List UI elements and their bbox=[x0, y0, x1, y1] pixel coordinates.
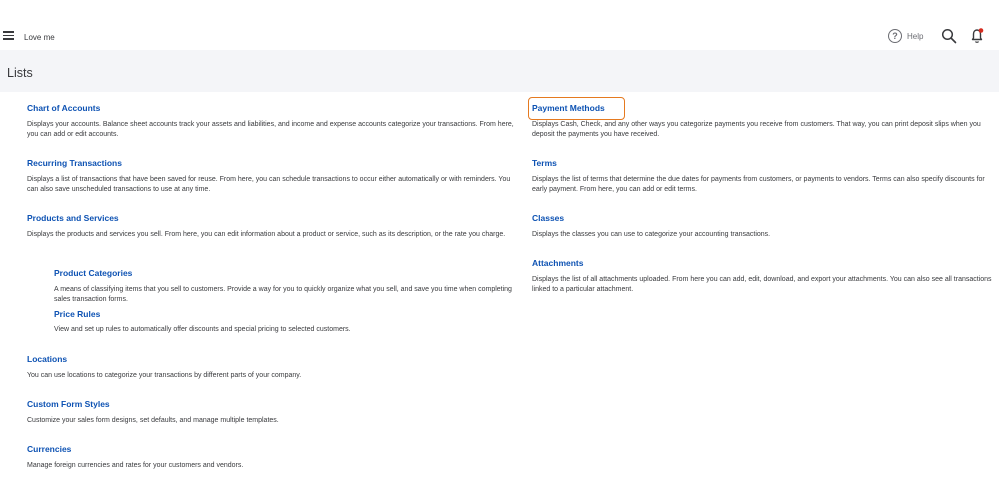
locations-link[interactable]: Locations bbox=[27, 354, 68, 364]
recurring-transactions-link[interactable]: Recurring Transactions bbox=[27, 158, 122, 168]
attachments-description: Displays the list of all attachments uploaded. From here you can add, edit, download, and export your attachments. You can also see all transactions linked to a particular attachment. bbox=[532, 276, 992, 293]
chart-of-accounts-link[interactable]: Chart of Accounts bbox=[27, 103, 101, 113]
chart-of-accounts-description: Displays your accounts. Balance sheet accounts track your assets and liabilities, and income and expense accounts categorize your transactions. From here, you can add or edit accounts. bbox=[27, 121, 514, 138]
price-rules-link[interactable]: Price Rules bbox=[54, 309, 101, 319]
page-title: Lists bbox=[7, 66, 33, 80]
terms-link[interactable]: Terms bbox=[532, 158, 557, 168]
search-icon[interactable] bbox=[941, 28, 957, 44]
custom-form-styles-link[interactable]: Custom Form Styles bbox=[27, 399, 110, 409]
product-categories-link[interactable]: Product Categories bbox=[54, 268, 133, 278]
products-and-services-description: Displays the products and services you sell. From here, you can edit information about a product or service, such as its description, or the rate you charge. bbox=[27, 231, 506, 238]
terms-description: Displays the list of terms that determine the due dates for payments from customers, or payments to vendors. Terms can also specify discounts for early payment. From here, you can add or edit terms. bbox=[532, 176, 985, 193]
company-name: Love me bbox=[24, 33, 55, 42]
currencies-description: Manage foreign currencies and rates for your customers and vendors. bbox=[27, 462, 244, 469]
help-label: Help bbox=[907, 31, 924, 41]
price-rules-description: View and set up rules to automatically offer discounts and special pricing to selected customers. bbox=[54, 326, 351, 333]
attachments-link[interactable]: Attachments bbox=[532, 258, 584, 268]
custom-form-styles-description: Customize your sales form designs, set defaults, and manage multiple templates. bbox=[27, 417, 279, 424]
locations-description: You can use locations to categorize your transactions by different parts of your company. bbox=[27, 372, 302, 379]
payment-methods-link[interactable]: Payment Methods bbox=[532, 103, 605, 113]
payment-methods-description: Displays Cash, Check, and any other ways you categorize payments you receive from customers. That way, you can print deposit slips when you deposit the payments you have received. bbox=[532, 121, 981, 138]
top-bar bbox=[0, 0, 999, 50]
product-categories-description: A means of classifying items that you sell to customers. Provide a way for you to quickly organize what you sell, and save you time when completing sales transaction forms. bbox=[54, 286, 512, 303]
help-button[interactable] bbox=[888, 28, 923, 44]
recurring-transactions-description: Displays a list of transactions that have been saved for reuse. From here, you can schedule transactions to occur either automatically or with reminders. You can also save unscheduled transactions to use at any time. bbox=[27, 176, 511, 193]
currencies-link[interactable]: Currencies bbox=[27, 444, 72, 454]
help-icon: ? bbox=[888, 29, 902, 43]
hamburger-menu-icon[interactable] bbox=[3, 31, 14, 40]
products-and-services-link[interactable]: Products and Services bbox=[27, 213, 119, 223]
page-header-band bbox=[0, 50, 999, 92]
classes-description: Displays the classes you can use to categorize your accounting transactions. bbox=[532, 231, 771, 238]
classes-link[interactable]: Classes bbox=[532, 213, 565, 223]
notification-bell-icon[interactable] bbox=[969, 27, 985, 45]
